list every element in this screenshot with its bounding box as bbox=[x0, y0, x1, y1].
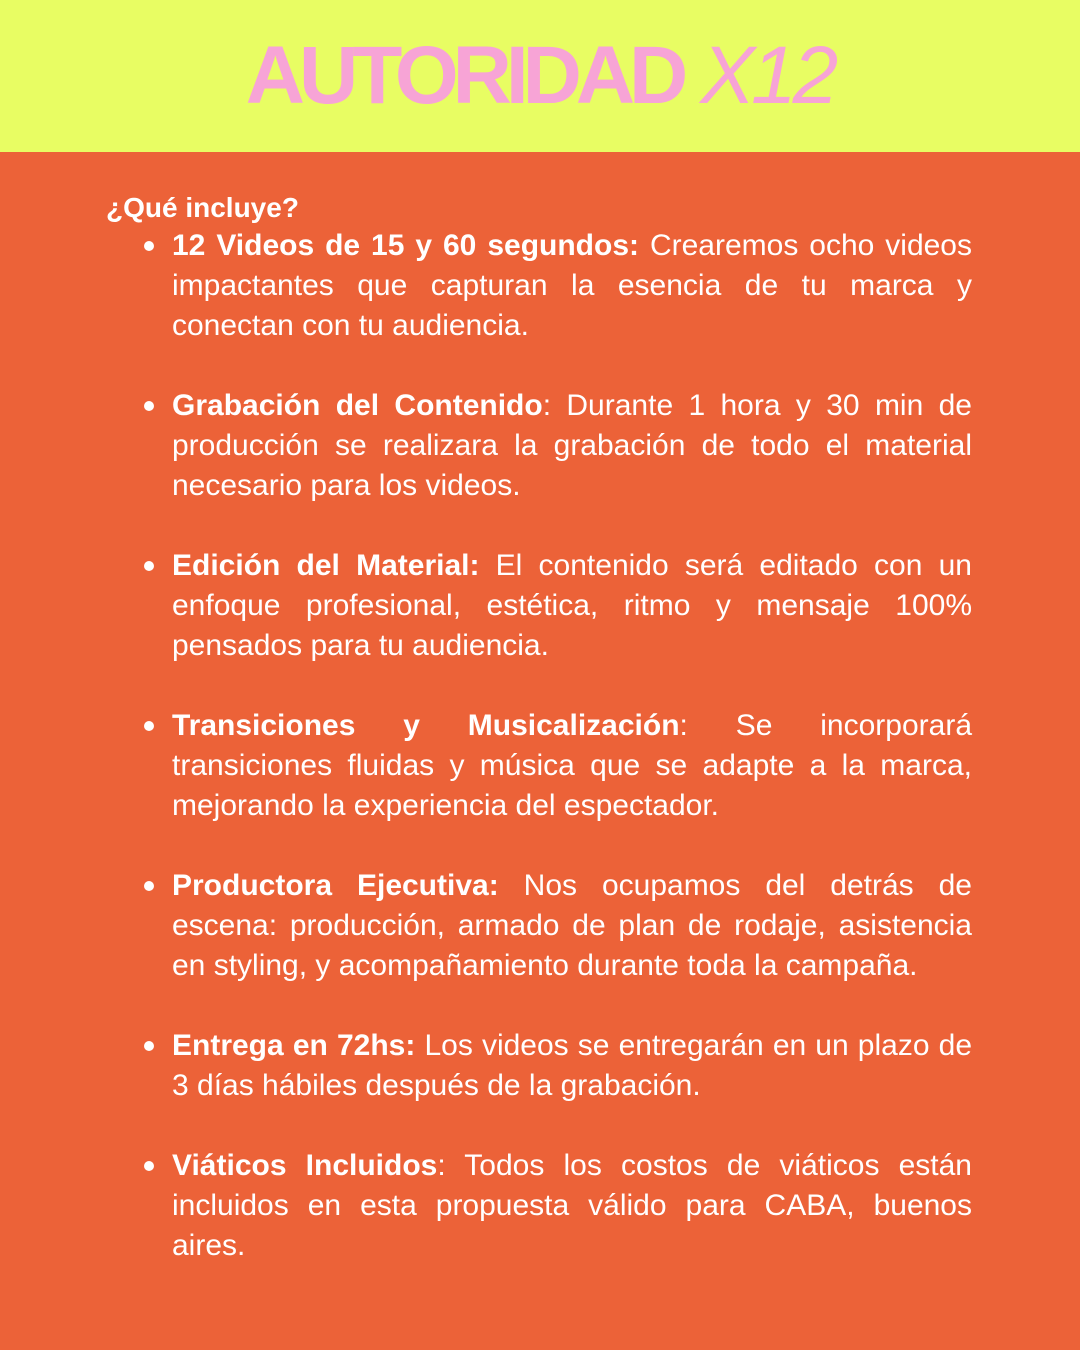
bullet-icon bbox=[144, 881, 154, 891]
bullet-icon bbox=[144, 1041, 154, 1051]
list-item bbox=[140, 1026, 972, 1106]
bullet-icon bbox=[144, 401, 154, 411]
list-item bbox=[140, 706, 972, 826]
bullet-icon bbox=[144, 561, 154, 571]
item-label: Transiciones y Musicalización bbox=[172, 709, 680, 742]
bullet-icon bbox=[144, 721, 154, 731]
feature-list bbox=[140, 226, 972, 1306]
item-text: Los videos se entregarán en un plazo de 3 días hábiles después de la grabación. bbox=[172, 1029, 973, 1102]
list-item bbox=[140, 546, 972, 666]
item-label: Grabación del Contenido bbox=[172, 389, 543, 422]
item-text: Crearemos ocho videos impactantes que capturan la esencia de tu marca y conectan con tu audiencia. bbox=[172, 229, 972, 342]
header-banner bbox=[0, 0, 1080, 152]
item-text: El contenido será editado con un enfoque profesional, estética, ritmo y mensaje 100% pensados para tu audiencia. bbox=[172, 549, 972, 662]
item-text: : Se incorporará transiciones fluidas y música que se adapte a la marca, mejorando la experiencia del espectador. bbox=[172, 709, 972, 822]
title-bold: AUTORIDAD bbox=[245, 30, 683, 121]
item-text: Nos ocupamos del detrás de escena: producción, armado de plan de rodaje, asistencia en styling, y acompañamiento durante toda la campaña. bbox=[172, 869, 972, 982]
item-label: Viáticos Incluidos bbox=[172, 1149, 438, 1182]
item-text: : Durante 1 hora y 30 min de producción se realizara la grabación de todo el material necesario para los videos. bbox=[172, 389, 972, 502]
item-text: : Todos los costos de viáticos están incluidos en esta propuesta válido para CABA, buenos aires. bbox=[172, 1149, 972, 1262]
list-item bbox=[140, 1146, 972, 1266]
page-title bbox=[245, 30, 835, 121]
title-light: X12 bbox=[700, 30, 835, 121]
item-label: Productora Ejecutiva: bbox=[172, 869, 499, 902]
section-question: ¿Qué incluye? bbox=[106, 192, 299, 223]
list-item bbox=[140, 866, 972, 986]
item-label: 12 Videos de 15 y 60 segundos: bbox=[172, 229, 639, 262]
list-item bbox=[140, 386, 972, 506]
bullet-icon bbox=[144, 1161, 154, 1171]
item-label: Edición del Material: bbox=[172, 549, 480, 582]
bullet-icon bbox=[144, 241, 154, 251]
list-item bbox=[140, 226, 972, 346]
item-label: Entrega en 72hs: bbox=[172, 1029, 416, 1062]
